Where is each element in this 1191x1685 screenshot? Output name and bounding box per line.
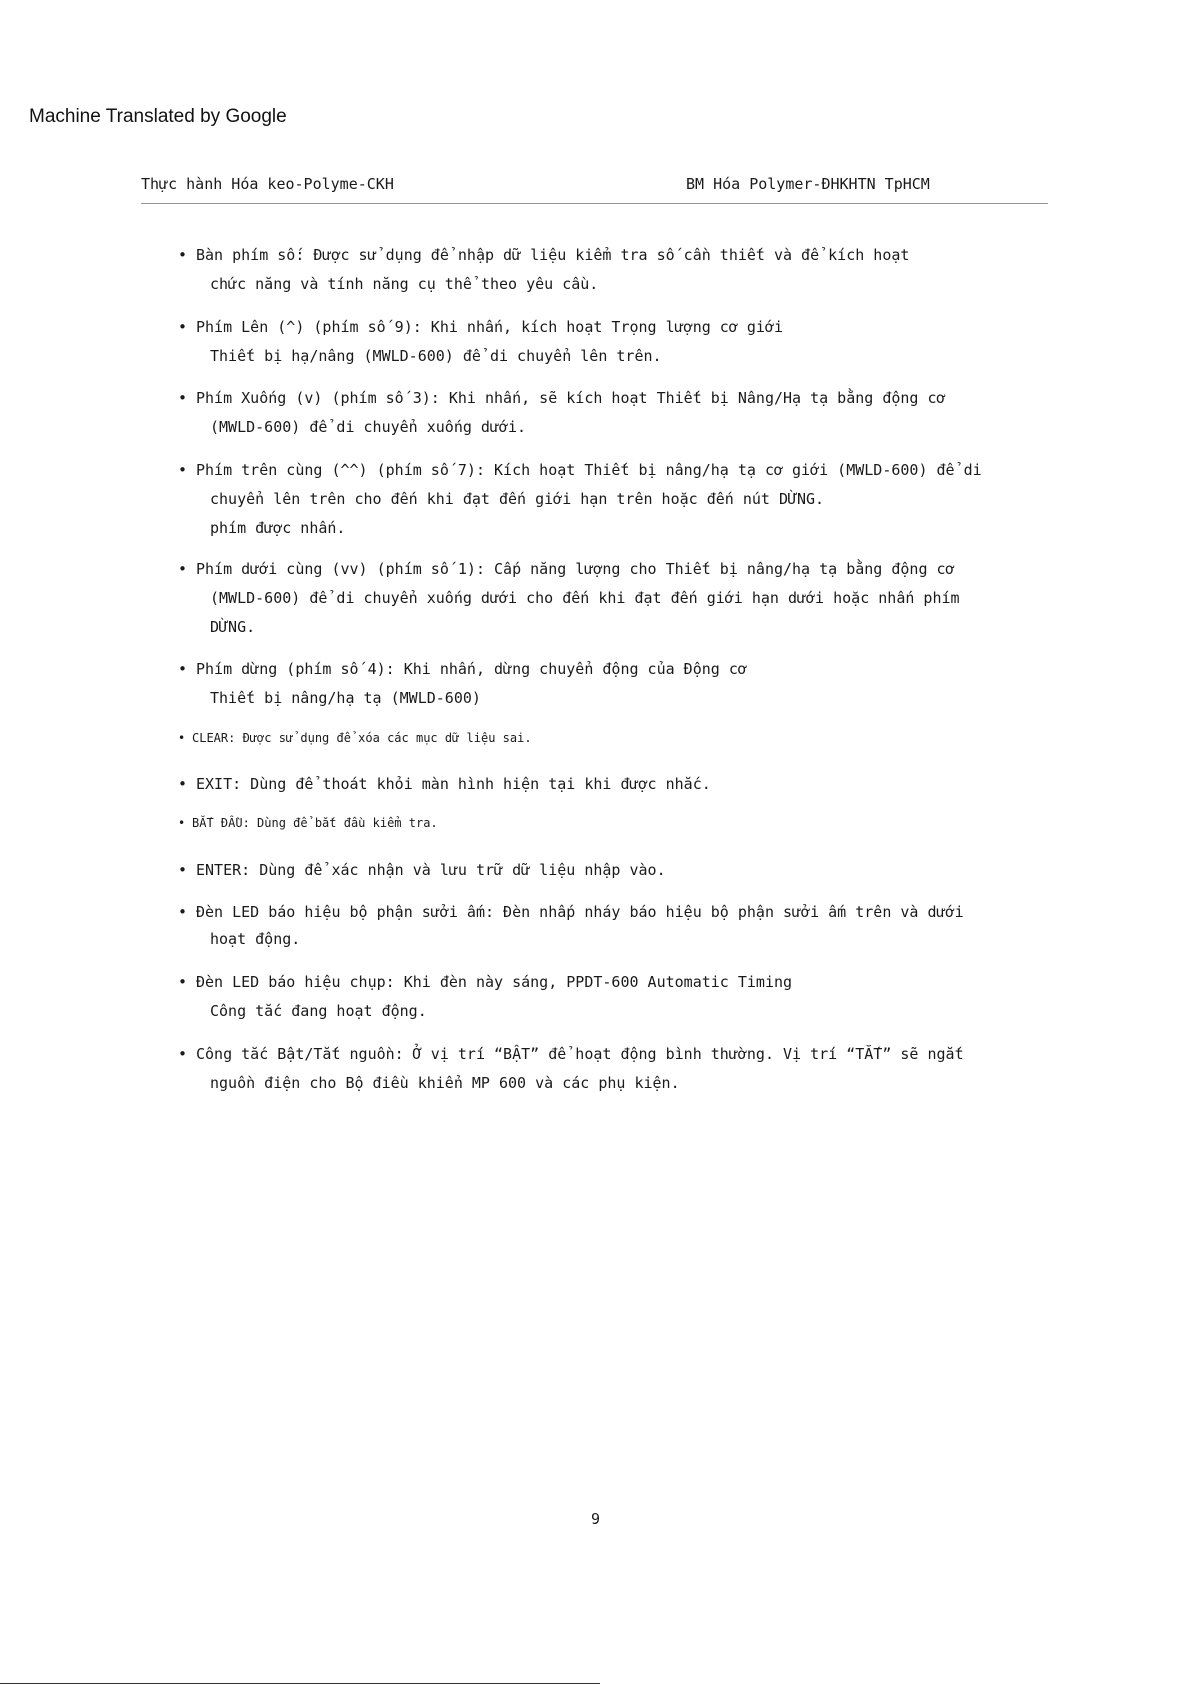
list-item-text: Công tắc đang hoạt động.: [210, 1002, 427, 1020]
page-number: 9: [590, 1510, 601, 1528]
list-item-text: chức năng và tính năng cụ thể theo yêu cầu.: [210, 275, 599, 293]
list-item-text: Đèn LED báo hiệu chụp: Khi đèn này sáng, PPDT-600 Automatic Timing: [196, 973, 793, 991]
list-item-text: Công tắc Bật/Tắt nguồn: Ở vị trí “BẬT” để hoạt động bình thường. Vị trí “TẮT” sẽ ngắt: [196, 1045, 964, 1063]
bullet-icon: •: [178, 660, 188, 678]
bullet-icon: •: [178, 461, 188, 479]
list-item-text: chuyển lên trên cho đến khi đạt đến giới hạn trên hoặc đến nút DỪNG.: [210, 490, 825, 508]
list-item-enter: [178, 856, 1058, 885]
list-item-text: Phím Lên (^) (phím số 9): Khi nhấn, kích hoạt Trọng lượng cơ giới: [196, 318, 783, 336]
bullet-icon: •: [178, 973, 188, 991]
bullet-icon: •: [178, 318, 188, 336]
list-item-stop-key: [178, 655, 1058, 713]
list-item-exit: [178, 770, 1058, 799]
list-item-numeric-keypad: [178, 241, 1058, 299]
bullet-icon: •: [178, 246, 188, 264]
bullet-icon: •: [178, 731, 186, 745]
bullet-icon: •: [178, 903, 188, 921]
list-item-text: Thiết bị hạ/nâng (MWLD-600) để di chuyển lên trên.: [210, 347, 662, 365]
bullet-icon: •: [178, 1045, 188, 1063]
list-item-text: Phím Xuống (v) (phím số 3): Khi nhấn, sẽ kích hoạt Thiết bị Nâng/Hạ tạ bằng động cơ: [196, 389, 946, 407]
list-item-text: CLEAR: Được sử dụng để xóa các mục dữ liệu sai.: [192, 731, 532, 745]
bullet-icon: •: [178, 816, 186, 830]
page-header: [141, 175, 1048, 204]
bullet-icon: •: [178, 861, 188, 879]
list-item-text: nguồn điện cho Bộ điều khiển MP 600 và các phụ kiện.: [210, 1074, 680, 1092]
list-item-text: DỪNG.: [210, 618, 256, 636]
footer-divider: [0, 1683, 600, 1684]
list-item-capture-led: [178, 968, 1058, 1026]
list-item-top-key: [178, 456, 1058, 543]
list-item-text: phím được nhấn.: [210, 519, 346, 537]
bullet-icon: •: [178, 560, 188, 578]
list-item-power-switch: [178, 1040, 1058, 1098]
list-item-clear: [178, 727, 1058, 749]
list-item-start: [178, 812, 1058, 834]
bullet-icon: •: [178, 775, 188, 793]
list-item-text: Đèn LED báo hiệu bộ phận sưởi ấm: Đèn nhấp nháy báo hiệu bộ phận sưởi ấm trên và dưới: [196, 903, 964, 921]
list-item-text: hoạt động.: [210, 930, 301, 948]
list-item-text: Phím trên cùng (^^) (phím số 7): Kích hoạt Thiết bị nâng/hạ tạ cơ giới (MWLD-600) để di: [196, 461, 982, 479]
list-item-text: EXIT: Dùng để thoát khỏi màn hình hiện tại khi được nhắc.: [196, 775, 711, 793]
list-item-text: BẮT ĐẦU: Dùng để bắt đầu kiểm tra.: [192, 816, 438, 830]
list-item-up-key: [178, 313, 1058, 371]
list-item-text: (MWLD-600) để di chuyển xuống dưới cho đến khi đạt đến giới hạn dưới hoặc nhấn phím: [210, 589, 960, 607]
header-department: BM Hóa Polymer-ĐHKHTN TpHCM: [686, 175, 930, 193]
machine-translation-banner: Machine Translated by Google: [29, 106, 287, 127]
list-item-text: ENTER: Dùng để xác nhận và lưu trữ dữ liệu nhập vào.: [196, 861, 666, 879]
list-item-text: Phím dưới cùng (vv) (phím số 1): Cấp năng lượng cho Thiết bị nâng/hạ tạ bằng động cơ: [196, 560, 955, 578]
list-item-text: Bàn phím số: Được sử dụng để nhập dữ liệu kiểm tra số cần thiết và để kích hoạt: [196, 246, 910, 264]
list-item-down-key: [178, 384, 1058, 442]
list-item-heater-led: [178, 899, 1058, 953]
list-item-text: (MWLD-600) để di chuyển xuống dưới.: [210, 418, 527, 436]
bullet-icon: •: [178, 389, 188, 407]
list-item-bottom-key: [178, 555, 1058, 642]
list-item-text: Thiết bị nâng/hạ tạ (MWLD-600): [210, 689, 481, 707]
list-item-text: Phím dừng (phím số 4): Khi nhấn, dừng chuyển động của Động cơ: [196, 660, 747, 678]
header-course-title: Thực hành Hóa keo-Polyme-CKH: [141, 175, 394, 193]
